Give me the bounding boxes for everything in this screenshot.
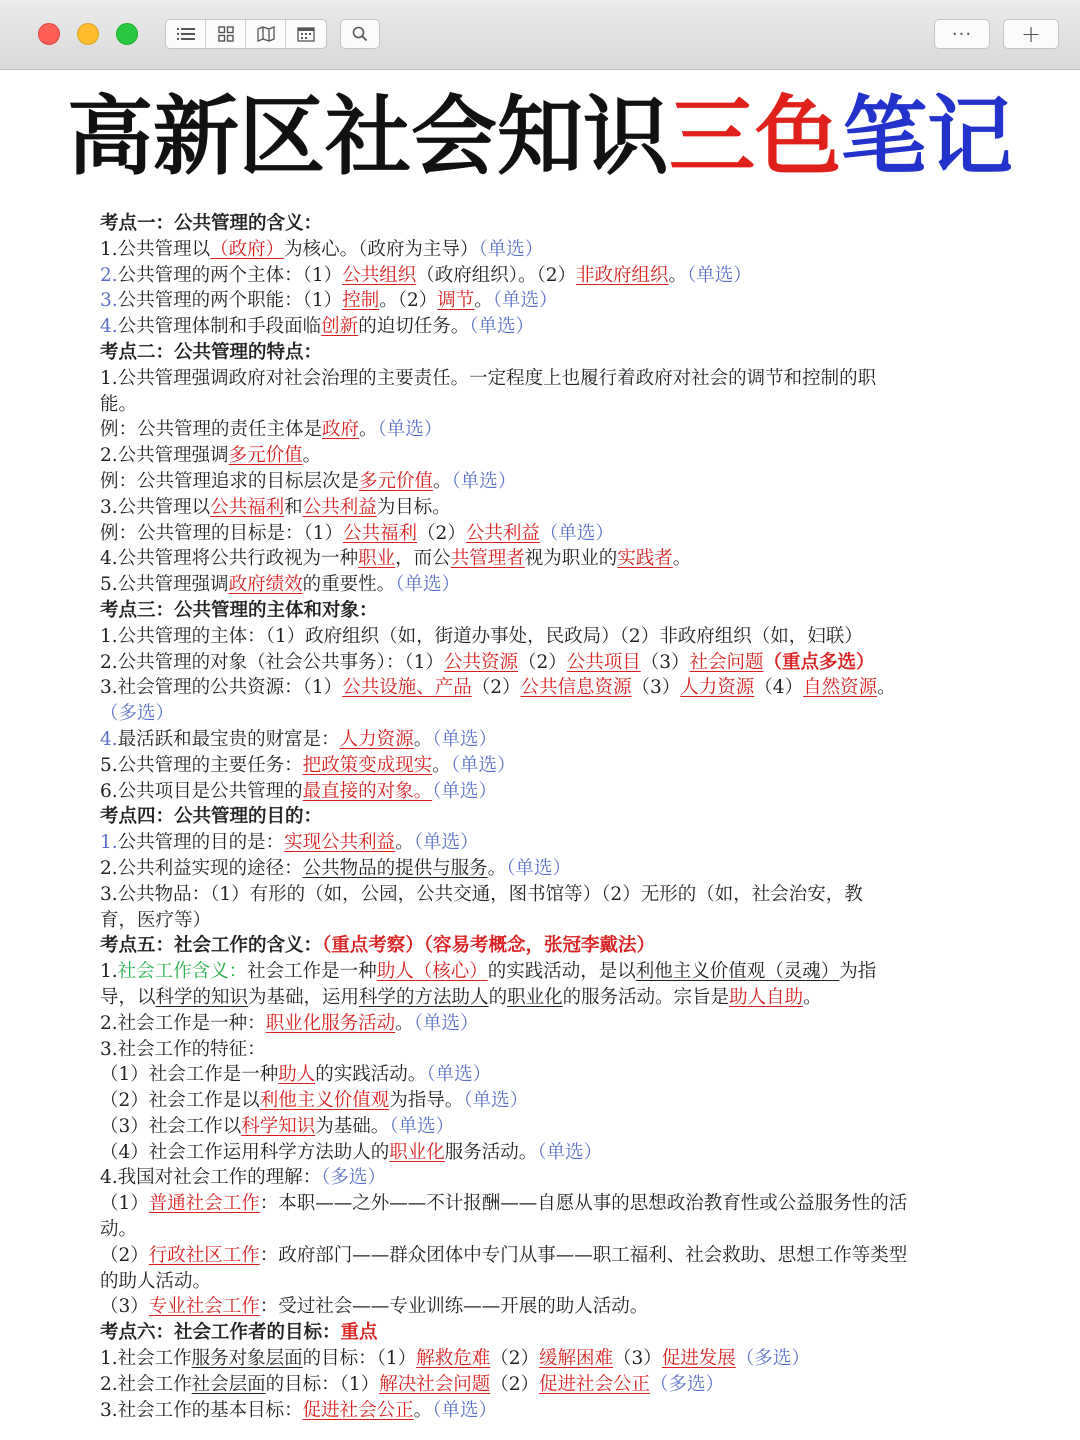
- note-text: 。: [395, 832, 414, 854]
- red-keyword: 行政社区工作: [148, 1244, 260, 1266]
- section-heading: 考点一：公共管理的含义：: [100, 213, 323, 234]
- note-line: [100, 237, 980, 263]
- note-line: [100, 1269, 980, 1295]
- red-keyword: 调节: [437, 290, 475, 312]
- note-text: （2）: [417, 522, 466, 544]
- note-text: 和: [284, 496, 303, 518]
- blue-tag: （多选）: [650, 1373, 725, 1395]
- note-text: 例：公共管理的目标是：（1）: [100, 522, 344, 544]
- note-text: 。: [668, 264, 688, 286]
- title-blue-part: 笔记: [841, 87, 1013, 187]
- red-keyword: 助人: [278, 1064, 316, 1086]
- red-keyword: 创新: [321, 316, 359, 338]
- note-text: 3.公共管理以: [100, 496, 211, 518]
- note-text: 。: [433, 470, 452, 492]
- blue-tag: （单选）: [687, 264, 752, 286]
- blue-tag: （单选）: [432, 1399, 497, 1421]
- more-options-icon: ···: [951, 23, 973, 45]
- red-keyword: 促进社会公正: [539, 1373, 651, 1395]
- note-line: [100, 856, 980, 882]
- note-text: 1.社会工作: [100, 1348, 192, 1370]
- red-keyword: 缓解困难: [539, 1348, 614, 1370]
- blue-tag: 3.: [100, 290, 118, 312]
- section-heading-line: [100, 933, 980, 959]
- red-keyword: 助人（核心）: [376, 961, 488, 983]
- note-text: 。: [359, 419, 378, 441]
- note-line: [100, 959, 980, 985]
- search-icon: [352, 26, 368, 42]
- red-keyword: 助人自助: [729, 986, 804, 1008]
- note-text: 5.公共管理的主要任务：: [100, 754, 303, 776]
- note-text: 6.公共项目是公共管理的: [100, 780, 303, 802]
- red-keyword: 把政策变成现实: [302, 754, 433, 776]
- note-line: [100, 985, 980, 1011]
- note-text: 最活跃和最宝贵的财富是：: [117, 728, 340, 750]
- red-keyword: 利他主义价值观: [259, 1090, 390, 1112]
- window-toolbar: [0, 0, 1080, 70]
- red-keyword: 促进社会公正: [302, 1399, 414, 1421]
- note-text: 为指: [839, 961, 877, 983]
- underlined-text: 科学的方法助人: [359, 986, 489, 1008]
- blue-tag: （单选）: [432, 780, 497, 802]
- note-line: [100, 1346, 980, 1372]
- note-line: [100, 1114, 980, 1140]
- note-line: [100, 727, 980, 753]
- underlined-text: 利他主义价值观（灵魂）: [635, 961, 840, 983]
- note-text: （1）社会工作是一种: [100, 1064, 279, 1086]
- red-keyword: 解决社会问题: [379, 1373, 491, 1395]
- note-line: [100, 753, 980, 779]
- note-line: [100, 263, 980, 289]
- note-text: （2）: [471, 677, 521, 699]
- search-button[interactable]: [340, 19, 380, 49]
- note-text: 的目标：（1）: [302, 1348, 417, 1370]
- blue-tag: （单选）: [478, 238, 544, 260]
- note-text: 。: [432, 754, 451, 776]
- note-text: 导，以: [100, 986, 156, 1008]
- red-keyword: 公共组织: [342, 264, 417, 286]
- note-text: 为核心。（政府为主导）: [284, 238, 479, 260]
- blue-tag: （单选）: [377, 419, 443, 441]
- note-text: 的服务活动。宗旨是: [562, 986, 730, 1008]
- note-text: 4.公共管理将公共行政视为一种: [100, 548, 359, 570]
- note-line: [100, 1217, 980, 1243]
- red-keyword: 职业: [358, 548, 396, 570]
- red-keyword: 实现公共利益: [284, 832, 396, 854]
- red-keyword: 科学知识: [241, 1115, 316, 1137]
- minimize-window-button[interactable]: [77, 23, 99, 45]
- note-text: 5.公共管理强调: [100, 574, 229, 596]
- note-text: 为基础。: [315, 1115, 390, 1137]
- note-text: 。: [413, 728, 433, 750]
- note-line: [100, 624, 980, 650]
- note-text: 2.公共利益实现的途径：: [100, 857, 303, 879]
- section-heading-line: [100, 340, 980, 366]
- blue-tag: （多选）: [100, 703, 175, 725]
- note-line: [100, 288, 980, 314]
- underlined-text: 公共物品的提供与服务: [302, 857, 488, 879]
- note-text: ：受过社会——专业训练——开展的助人活动。: [259, 1296, 649, 1318]
- red-keyword: 共管理者: [450, 548, 525, 570]
- note-text: 3.公共物品：（1）有形的（如，公园，公共交通，图书馆等）（2）无形的（如，社会治安，教: [100, 883, 863, 905]
- red-emphasis: （重点多选）: [763, 651, 875, 673]
- note-text: ：政府部门——群众团体中专门从事——职工福利、社会救助、思想工作等类型: [259, 1244, 908, 1266]
- note-text: 。: [803, 986, 822, 1008]
- note-line: [100, 1165, 980, 1191]
- section-heading: 考点四：公共管理的目的：: [100, 806, 323, 828]
- note-text: 1.公共管理的主体：（1）政府组织（如，街道办事处，民政局）（2）非政府组织（如，妇联）: [100, 625, 863, 647]
- section-heading: 考点六：社会工作者的目标：: [100, 1322, 341, 1344]
- red-keyword: 控制: [342, 290, 380, 312]
- note-text: （3）: [640, 651, 690, 673]
- note-text: 。: [302, 445, 322, 467]
- note-text: （2）: [100, 1244, 149, 1266]
- red-keyword: 多元价值: [228, 445, 303, 467]
- note-line: [100, 366, 980, 392]
- zoom-window-button[interactable]: [116, 23, 138, 45]
- red-keyword: 职业化: [389, 1141, 445, 1163]
- green-label: 社会工作含义：: [117, 961, 248, 983]
- note-text: 的重要性。: [302, 574, 396, 596]
- note-line: [100, 521, 980, 547]
- blue-tag: 4.: [100, 728, 118, 750]
- note-line: [100, 1398, 980, 1424]
- note-line: [100, 830, 980, 856]
- note-text: 公共管理的两个主体：（1）: [117, 264, 343, 286]
- note-text: 。: [413, 1399, 433, 1421]
- note-line: [100, 701, 980, 727]
- view-mode-segmented-control: [165, 19, 327, 49]
- calendar-view-icon[interactable]: [286, 20, 326, 48]
- note-text: 公共管理的目的是：: [117, 832, 285, 854]
- note-line: [100, 1372, 980, 1398]
- red-keyword: 专业社会工作: [148, 1296, 260, 1318]
- note-text: 。（2）: [379, 290, 438, 312]
- note-line: [100, 417, 980, 443]
- red-keyword: 人力资源: [339, 728, 414, 750]
- note-line: [100, 650, 980, 676]
- note-line: [100, 392, 980, 418]
- note-text: 能。: [100, 393, 138, 415]
- note-text: （3）: [100, 1296, 149, 1318]
- red-keyword: 职业化服务活动: [265, 1012, 396, 1034]
- note-line: [100, 1243, 980, 1269]
- note-text: 1.: [100, 961, 118, 983]
- red-emphasis: 重点: [340, 1322, 378, 1344]
- note-text: 服务活动。: [444, 1141, 538, 1163]
- red-keyword: 公共项目: [566, 651, 641, 673]
- note-text: （4）: [754, 677, 804, 699]
- note-text: （政府组织）。（2）: [416, 264, 576, 286]
- underlined-text: 职业化: [507, 986, 563, 1008]
- note-text: 1.公共管理以: [100, 238, 211, 260]
- note-text: 社会工作是一种: [247, 961, 377, 983]
- section-heading-line: [100, 598, 980, 624]
- note-text: 3.社会工作的特征：: [100, 1038, 266, 1060]
- blue-tag: （单选）: [469, 316, 534, 338]
- note-text: （2）: [490, 1348, 539, 1370]
- red-keyword: 公共资源: [443, 651, 518, 673]
- map-view-icon[interactable]: [246, 20, 286, 48]
- note-text: （1）: [100, 1193, 149, 1215]
- note-text: 2.社会工作: [100, 1373, 192, 1395]
- blue-tag: （单选）: [450, 754, 516, 776]
- note-text: 为目标。: [376, 496, 451, 518]
- red-keyword: 公共信息资源: [520, 677, 632, 699]
- note-text: 的目标：（1）: [265, 1373, 380, 1395]
- red-keyword: 促进发展: [661, 1348, 736, 1370]
- title-black-part: 高新区社会知识: [67, 87, 669, 187]
- underlined-text: 服务对象层面: [191, 1348, 303, 1370]
- blue-tag: （单选）: [539, 522, 614, 544]
- note-line: [100, 675, 980, 701]
- blue-tag: （单选）: [426, 1064, 492, 1086]
- note-text: 1.公共管理强调政府对社会治理的主要责任。一定程度上也履行着政府对社会的调节和控制的职: [100, 367, 877, 389]
- note-text: （3）社会工作以: [100, 1115, 242, 1137]
- note-text: （2）社会工作是以: [100, 1090, 260, 1112]
- title-red-part: 三色: [669, 87, 841, 187]
- note-text: 2.公共管理的对象（社会公共事务）：（1）: [100, 651, 444, 673]
- notes-body: [100, 211, 980, 1423]
- blue-tag: 2.: [100, 264, 118, 286]
- red-keyword: 实践者: [617, 548, 673, 570]
- note-text: 。: [474, 290, 493, 312]
- note-text: 。: [487, 857, 507, 879]
- section-heading: 考点五：社会工作的含义：: [100, 935, 323, 957]
- note-text: 为基础，运用: [248, 986, 360, 1008]
- note-line: [100, 1011, 980, 1037]
- blue-tag: （多选）: [321, 1167, 386, 1189]
- note-text: 2.社会工作是一种：: [100, 1012, 266, 1034]
- note-text: （3）: [613, 1348, 662, 1370]
- red-keyword: 政府绩效: [228, 574, 303, 596]
- red-keyword: 公共福利: [343, 522, 418, 544]
- note-text: 3.社会管理的公共资源：（1）: [100, 677, 343, 699]
- note-text: 。: [877, 677, 896, 699]
- note-line: [100, 546, 980, 572]
- blue-tag: （单选）: [537, 1141, 603, 1163]
- blue-tag: （单选）: [451, 470, 517, 492]
- note-text: ，而公: [395, 548, 451, 570]
- note-line: [100, 572, 980, 598]
- note-line: [100, 495, 980, 521]
- blue-tag: （多选）: [735, 1348, 810, 1370]
- note-line: [100, 779, 980, 805]
- note-text: 育，医疗等）: [100, 909, 212, 931]
- note-line: [100, 1140, 980, 1166]
- section-heading-line: [100, 804, 980, 830]
- note-line: [100, 1037, 980, 1063]
- red-keyword: 公共利益: [465, 522, 540, 544]
- red-keyword: 社会问题: [689, 651, 764, 673]
- note-text: 3.社会工作的基本目标：: [100, 1399, 303, 1421]
- blue-tag: （单选）: [413, 1012, 479, 1034]
- note-text: 例：公共管理的责任主体是: [100, 419, 323, 441]
- blue-tag: 4.: [100, 316, 118, 338]
- blue-tag: （单选）: [492, 290, 558, 312]
- note-text: 4.我国对社会工作的理解：: [100, 1167, 322, 1189]
- note-text: 。: [395, 1012, 414, 1034]
- blue-tag: （单选）: [463, 1090, 529, 1112]
- blue-tag: （单选）: [389, 1115, 455, 1137]
- note-text: 的迫切任务。: [358, 316, 470, 338]
- note-text: ：本职——之外——不计报酬——自愿从事的思想政治教育性或公益服务性的活: [259, 1193, 908, 1215]
- note-text: 2.公共管理强调: [100, 445, 229, 467]
- note-text: 视为职业的: [524, 548, 618, 570]
- blue-tag: （单选）: [395, 574, 460, 596]
- note-text: 的实践活动，是以: [487, 961, 636, 983]
- close-window-button[interactable]: [38, 23, 60, 45]
- note-text: （2）: [517, 651, 567, 673]
- red-keyword: 最直接的对象。: [302, 780, 433, 802]
- note-text: 的实践活动。: [315, 1064, 427, 1086]
- section-heading-line: [100, 1320, 980, 1346]
- note-line: [100, 469, 980, 495]
- note-line: [100, 443, 980, 469]
- note-text: （3）: [631, 677, 681, 699]
- red-emphasis: （重点考察）（容易考概念，张冠李戴法）: [322, 935, 656, 957]
- red-keyword: 非政府组织: [575, 264, 669, 286]
- blue-tag: 1.: [100, 832, 118, 854]
- note-text: （4）社会工作运用科学方法助人的: [100, 1141, 390, 1163]
- section-heading: 考点二：公共管理的特点：: [100, 341, 323, 363]
- note-line: [100, 1294, 980, 1320]
- red-keyword: 公共福利: [210, 496, 285, 518]
- note-line: [100, 1191, 980, 1217]
- page-title: [0, 82, 1080, 192]
- add-button[interactable]: [1003, 19, 1059, 49]
- red-keyword: （政府）: [210, 238, 285, 260]
- section-heading-line: [100, 211, 980, 237]
- red-keyword: 解救危难: [416, 1348, 491, 1370]
- note-line: [100, 1062, 980, 1088]
- section-heading: 考点三：公共管理的主体和对象：: [100, 599, 378, 621]
- note-text: 公共管理的两个职能：（1）: [117, 290, 343, 312]
- note-text: 动。: [100, 1219, 138, 1241]
- red-keyword: 公共设施、产品: [342, 677, 472, 699]
- note-text: 公共管理体制和手段面临: [117, 316, 322, 338]
- more-options-button[interactable]: [934, 19, 990, 49]
- list-view-icon[interactable]: [166, 20, 206, 48]
- underlined-text: 科学的知识: [155, 986, 249, 1008]
- grid-view-icon[interactable]: [206, 20, 246, 48]
- red-keyword: 公共利益: [302, 496, 377, 518]
- note-text: 的: [488, 986, 508, 1008]
- note-line: [100, 314, 980, 340]
- red-keyword: 人力资源: [680, 677, 755, 699]
- red-keyword: 政府: [322, 419, 360, 441]
- red-keyword: 自然资源: [803, 677, 878, 699]
- underlined-text: 社会层面: [191, 1373, 266, 1395]
- blue-tag: （单选）: [432, 728, 497, 750]
- note-text: （2）: [490, 1373, 539, 1395]
- note-text: 为指导。: [389, 1090, 464, 1112]
- blue-tag: （单选）: [413, 832, 479, 854]
- note-text: 。: [672, 548, 692, 570]
- blue-tag: （单选）: [506, 857, 571, 879]
- note-text: 的助人活动。: [100, 1270, 212, 1292]
- note-line: [100, 908, 980, 934]
- note-text: 例：公共管理追求的目标层次是: [100, 470, 360, 492]
- red-keyword: 多元价值: [359, 470, 434, 492]
- note-line: [100, 1088, 980, 1114]
- red-keyword: 普通社会工作: [148, 1193, 260, 1215]
- note-line: [100, 882, 980, 908]
- plus-icon: +: [1020, 20, 1042, 48]
